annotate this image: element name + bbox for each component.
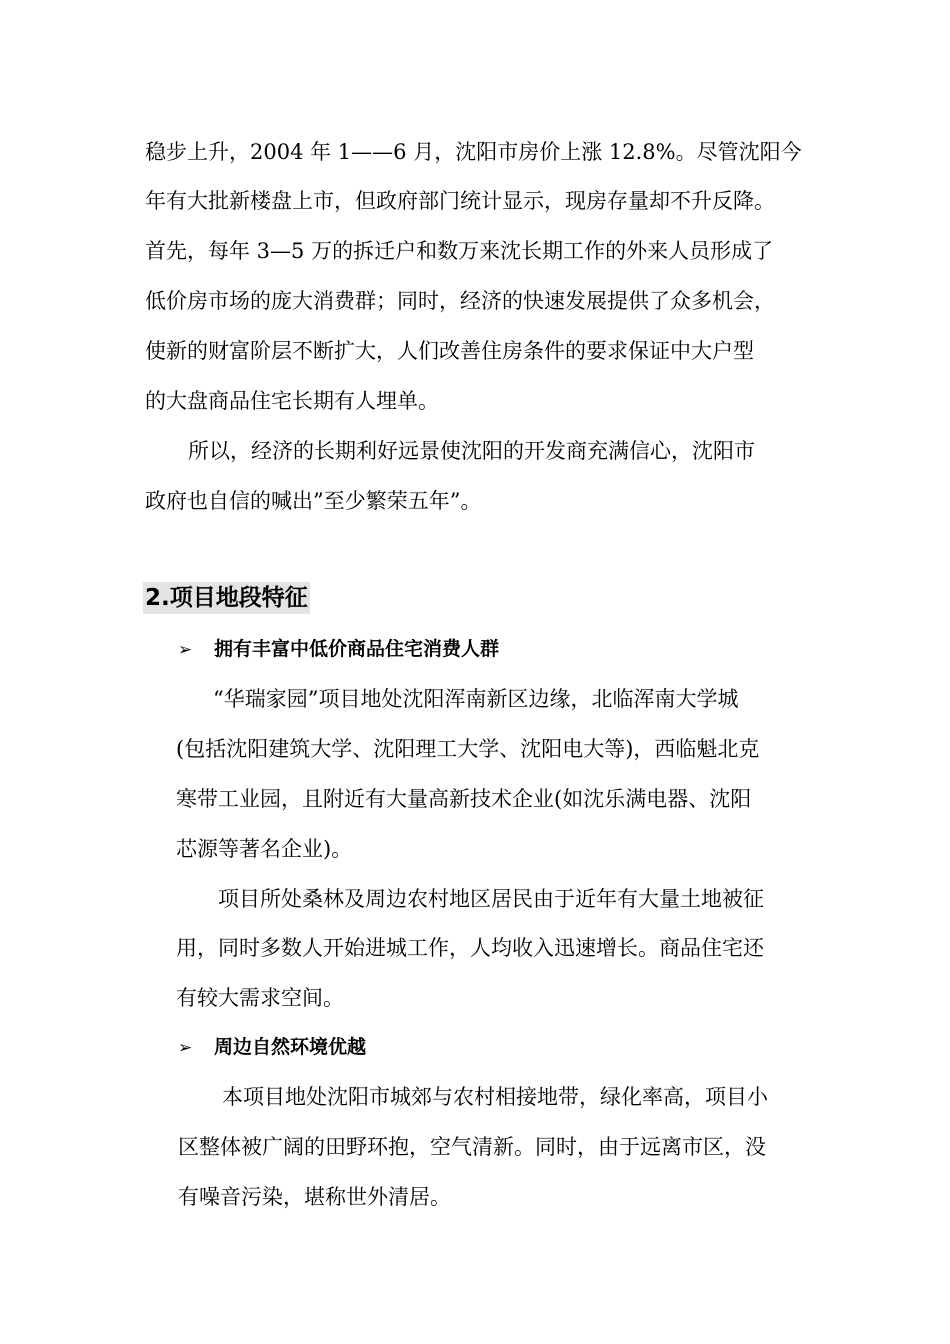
paragraph-4-line-1: 项目所处桑林及周边农村地区居民由于近年有大量土地被征: [218, 887, 764, 911]
paragraph-3-line-3: 寒带工业园，且附近有大量高新技术企业(如沈乐满电器、沈阳: [176, 787, 752, 811]
paragraph-1-line-5: 使新的财富阶层不断扩大，人们改善住房条件的要求保证中大户型: [145, 339, 754, 363]
bullet-label: 周边自然环境优越: [214, 1036, 367, 1058]
paragraph-5-line-3: 有噪音污染，堪称世外清居。: [178, 1185, 451, 1209]
bullet-item-consumers: [178, 634, 499, 665]
bullet-label: 拥有丰富中低价商品住宅消费人群: [214, 638, 500, 660]
paragraph-5-line-2: 区整体被广阔的田野环抱，空气清新。同时，由于远离市区，没: [178, 1135, 766, 1159]
paragraph-2-line-1: 所以，经济的长期利好远景使沈阳的开发商充满信心，沈阳市: [188, 439, 755, 463]
paragraph-4-line-2: 用，同时多数人开始进城工作，人均收入迅速增长。商品住宅还: [176, 936, 764, 960]
paragraph-1-line-2: 年有大批新楼盘上市，但政府部门统计显示，现房存量却不升反降。: [145, 189, 775, 213]
bullet-item-environment: [178, 1032, 366, 1063]
paragraph-1-line-3: 首先，每年 3—5 万的拆迁户和数万来沈长期工作的外来人员形成了: [145, 239, 774, 263]
paragraph-3-line-1: “华瑞家园”项目地处沈阳浑南新区边缘，北临浑南大学城: [213, 687, 739, 711]
arrow-bullet-icon: ➢: [178, 640, 193, 660]
paragraph-2-line-2: 政府也自信的喊出”至少繁荣五年”。: [145, 489, 482, 513]
paragraph-1-line-4: 低价房市场的庞大消费群；同时，经济的快速发展提供了众多机会，: [145, 289, 775, 313]
paragraph-3-line-4: 芯源等著名企业)。: [176, 837, 353, 861]
paragraph-1-line-6: 的大盘商品住宅长期有人埋单。: [145, 389, 439, 413]
section-heading: 2.项目地段特征: [143, 582, 310, 614]
arrow-bullet-icon: ➢: [178, 1038, 193, 1058]
paragraph-4-line-3: 有较大需求空间。: [176, 986, 344, 1010]
paragraph-1-line-1: 稳步上升，2004 年 1——6 月，沈阳市房价上涨 12.8%。尽管沈阳今: [145, 140, 802, 164]
paragraph-3-line-2: (包括沈阳建筑大学、沈阳理工大学、沈阳电大等)，西临魁北克: [176, 737, 760, 761]
paragraph-5-line-1: 本项目地处沈阳市城郊与农村相接地带，绿化率高，项目小: [222, 1085, 768, 1109]
